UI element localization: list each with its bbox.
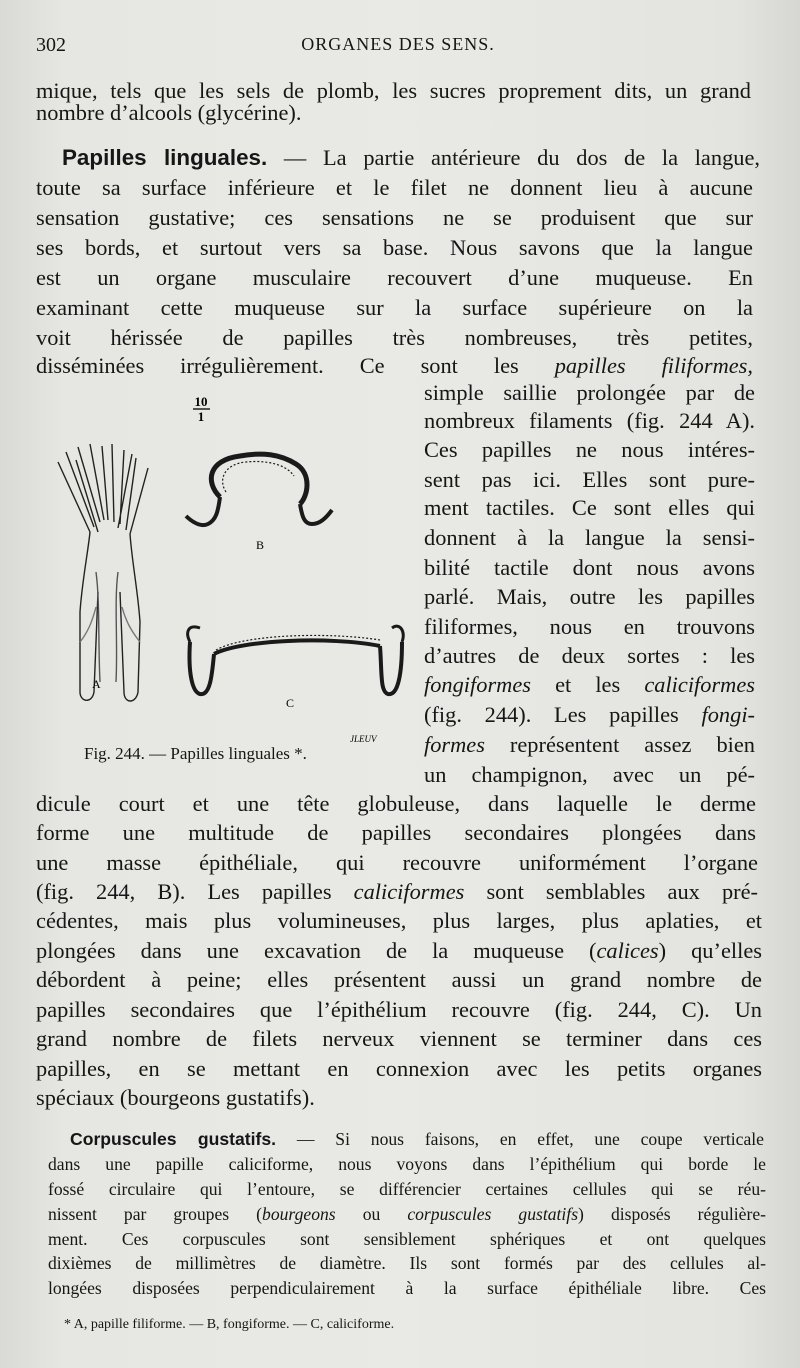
text-span: ou — [335, 1204, 408, 1224]
text-line: papilles secondaires que l’épithélium recouvre (fig. 244, C). Un — [36, 997, 762, 1022]
text-line: est un organe musculaire recouvert d’une muqueuse. En — [36, 265, 753, 290]
text-line: nombre d’alcools (glycérine). — [36, 100, 302, 125]
text-line — [36, 881, 758, 903]
text-span: — La partie antérieure du dos de la langue, — [267, 145, 760, 170]
text-line: voit hérissée de papilles très nombreuses, très petites, — [36, 325, 753, 350]
text-span: (fig. 244). Les papilles — [424, 702, 702, 727]
text-line: mique, tels que les sels de plomb, les sucres proprement dits, un grand — [36, 78, 751, 103]
text-line: dixièmes de millimètres de diamètre. Ils sont formés par des cellules al- — [48, 1253, 766, 1273]
text-line — [62, 147, 760, 169]
text-line: forme une multitude de papilles secondaires plongées dans — [36, 820, 756, 845]
figure-illustration — [40, 392, 410, 772]
text-line: parlé. Mais, outre les papilles — [424, 584, 755, 609]
text-line: simple saillie prolongée par de — [424, 380, 755, 405]
text-line: ment tactiles. Ce sont elles qui — [424, 495, 755, 520]
text-line: toute sa surface inférieure et le filet ne donnent lieu à aucune — [36, 175, 753, 200]
italic-term: corpuscules gustatifs — [407, 1204, 579, 1224]
running-title: ORGANES DES SENS. — [301, 34, 495, 54]
text-span: disséminées irrégulièrement. Ce sont les — [36, 353, 555, 378]
text-line — [70, 1131, 764, 1149]
text-line: une masse épithéliale, qui recouvre uniformément l’organe — [36, 850, 758, 875]
text-line: dans une papille caliciforme, nous voyons dans l’épithélium qui borde le — [48, 1154, 766, 1174]
text-line: papilles, en se mettant en connexion avec les petits organes — [36, 1056, 762, 1081]
italic-term: fongi- — [701, 702, 755, 727]
text-line: bilité tactile dont nous avons — [424, 555, 755, 580]
page-header — [36, 34, 760, 64]
text-line — [424, 704, 755, 726]
text-line: grand nombre de filets nerveux viennent se terminer dans ces — [36, 1026, 762, 1051]
italic-term: formes — [424, 732, 485, 757]
text-span: et les — [530, 672, 645, 697]
text-line: fossé circulaire qui l’entoure, se différencier certaines cellules qui se réu- — [48, 1179, 766, 1199]
label-b: B — [256, 538, 265, 552]
text-span: — Si nous faisons, en effet, une coupe verticale — [276, 1129, 764, 1149]
text-span: sont semblables aux pré- — [464, 879, 758, 904]
text-span: ) disposés régulière- — [578, 1204, 766, 1224]
circumvallate-papilla-drawing — [188, 626, 404, 694]
text-line: spéciaux (bourgeons gustatifs). — [36, 1085, 315, 1110]
text-line — [36, 355, 753, 377]
text-line: longées disposées perpendiculairement à la surface épithéliale libre. Ces — [48, 1278, 766, 1298]
text-line: ses bords, et surtout vers sa base. Nous savons que la langue — [36, 235, 753, 260]
text-line: un champignon, avec un pé- — [424, 762, 755, 787]
section-heading: Papilles linguales. — [62, 145, 268, 170]
italic-term: fongiformes — [424, 672, 531, 697]
fungiform-papilla-drawing — [186, 454, 332, 525]
italic-term: papilles filiformes, — [554, 353, 753, 378]
text-line: ment. Ces corpuscules sont sensiblement sphériques et ont quelques — [48, 1229, 766, 1249]
footnote: * A, papille filiforme. — B, fongiforme. — C, caliciforme. — [64, 1317, 395, 1332]
scale-numerator: 10 — [194, 394, 208, 409]
engraver-signature: JLEUV — [350, 734, 377, 744]
text-line: sent pas ici. Elles sont pure- — [424, 467, 755, 492]
text-span: représentent assez bien — [484, 732, 755, 757]
text-span: plongées dans une excavation de la muqueuse ( — [36, 938, 597, 963]
text-line: sensation gustative; ces sensations ne se produisent que sur — [36, 205, 753, 230]
text-line: Ces papilles ne nous intéres- — [424, 437, 755, 462]
text-span: ) qu’elles — [658, 938, 762, 963]
text-line: d’autres de deux sortes : les — [424, 643, 755, 668]
figure-caption: Fig. 244. — Papilles linguales *. — [84, 744, 307, 763]
text-line: cédentes, mais plus volumineuses, plus larges, plus aplaties, et — [36, 908, 762, 933]
text-line: débordent à peine; elles présentent aussi un grand nombre de — [36, 967, 762, 992]
text-line — [424, 674, 755, 696]
text-line — [424, 734, 755, 756]
italic-term: bourgeons — [262, 1204, 336, 1224]
section-heading: Corpuscules gustatifs. — [70, 1129, 277, 1149]
text-line — [36, 940, 762, 962]
figure-244 — [40, 392, 410, 772]
text-line — [48, 1206, 766, 1224]
text-line: dicule court et une tête globuleuse, dans laquelle le derme — [36, 791, 756, 816]
italic-term: calices — [596, 938, 659, 963]
text-span: nissent par groupes ( — [48, 1204, 263, 1224]
label-a: A — [92, 677, 101, 691]
text-span: (fig. 244, B). Les papilles — [36, 879, 354, 904]
italic-term: caliciformes — [353, 879, 465, 904]
page-number: 302 — [36, 34, 66, 56]
scale-denominator: 1 — [197, 409, 205, 424]
italic-term: caliciformes — [644, 672, 755, 697]
text-line: nombreux filaments (fig. 244 A). — [424, 408, 755, 433]
label-c: C — [286, 696, 295, 710]
filiform-papilla-drawing — [58, 444, 148, 701]
text-line: examinant cette muqueuse sur la surface supérieure on la — [36, 295, 753, 320]
text-line: filiformes, nous en trouvons — [424, 614, 755, 639]
text-line: donnent à la langue la sensi- — [424, 525, 755, 550]
